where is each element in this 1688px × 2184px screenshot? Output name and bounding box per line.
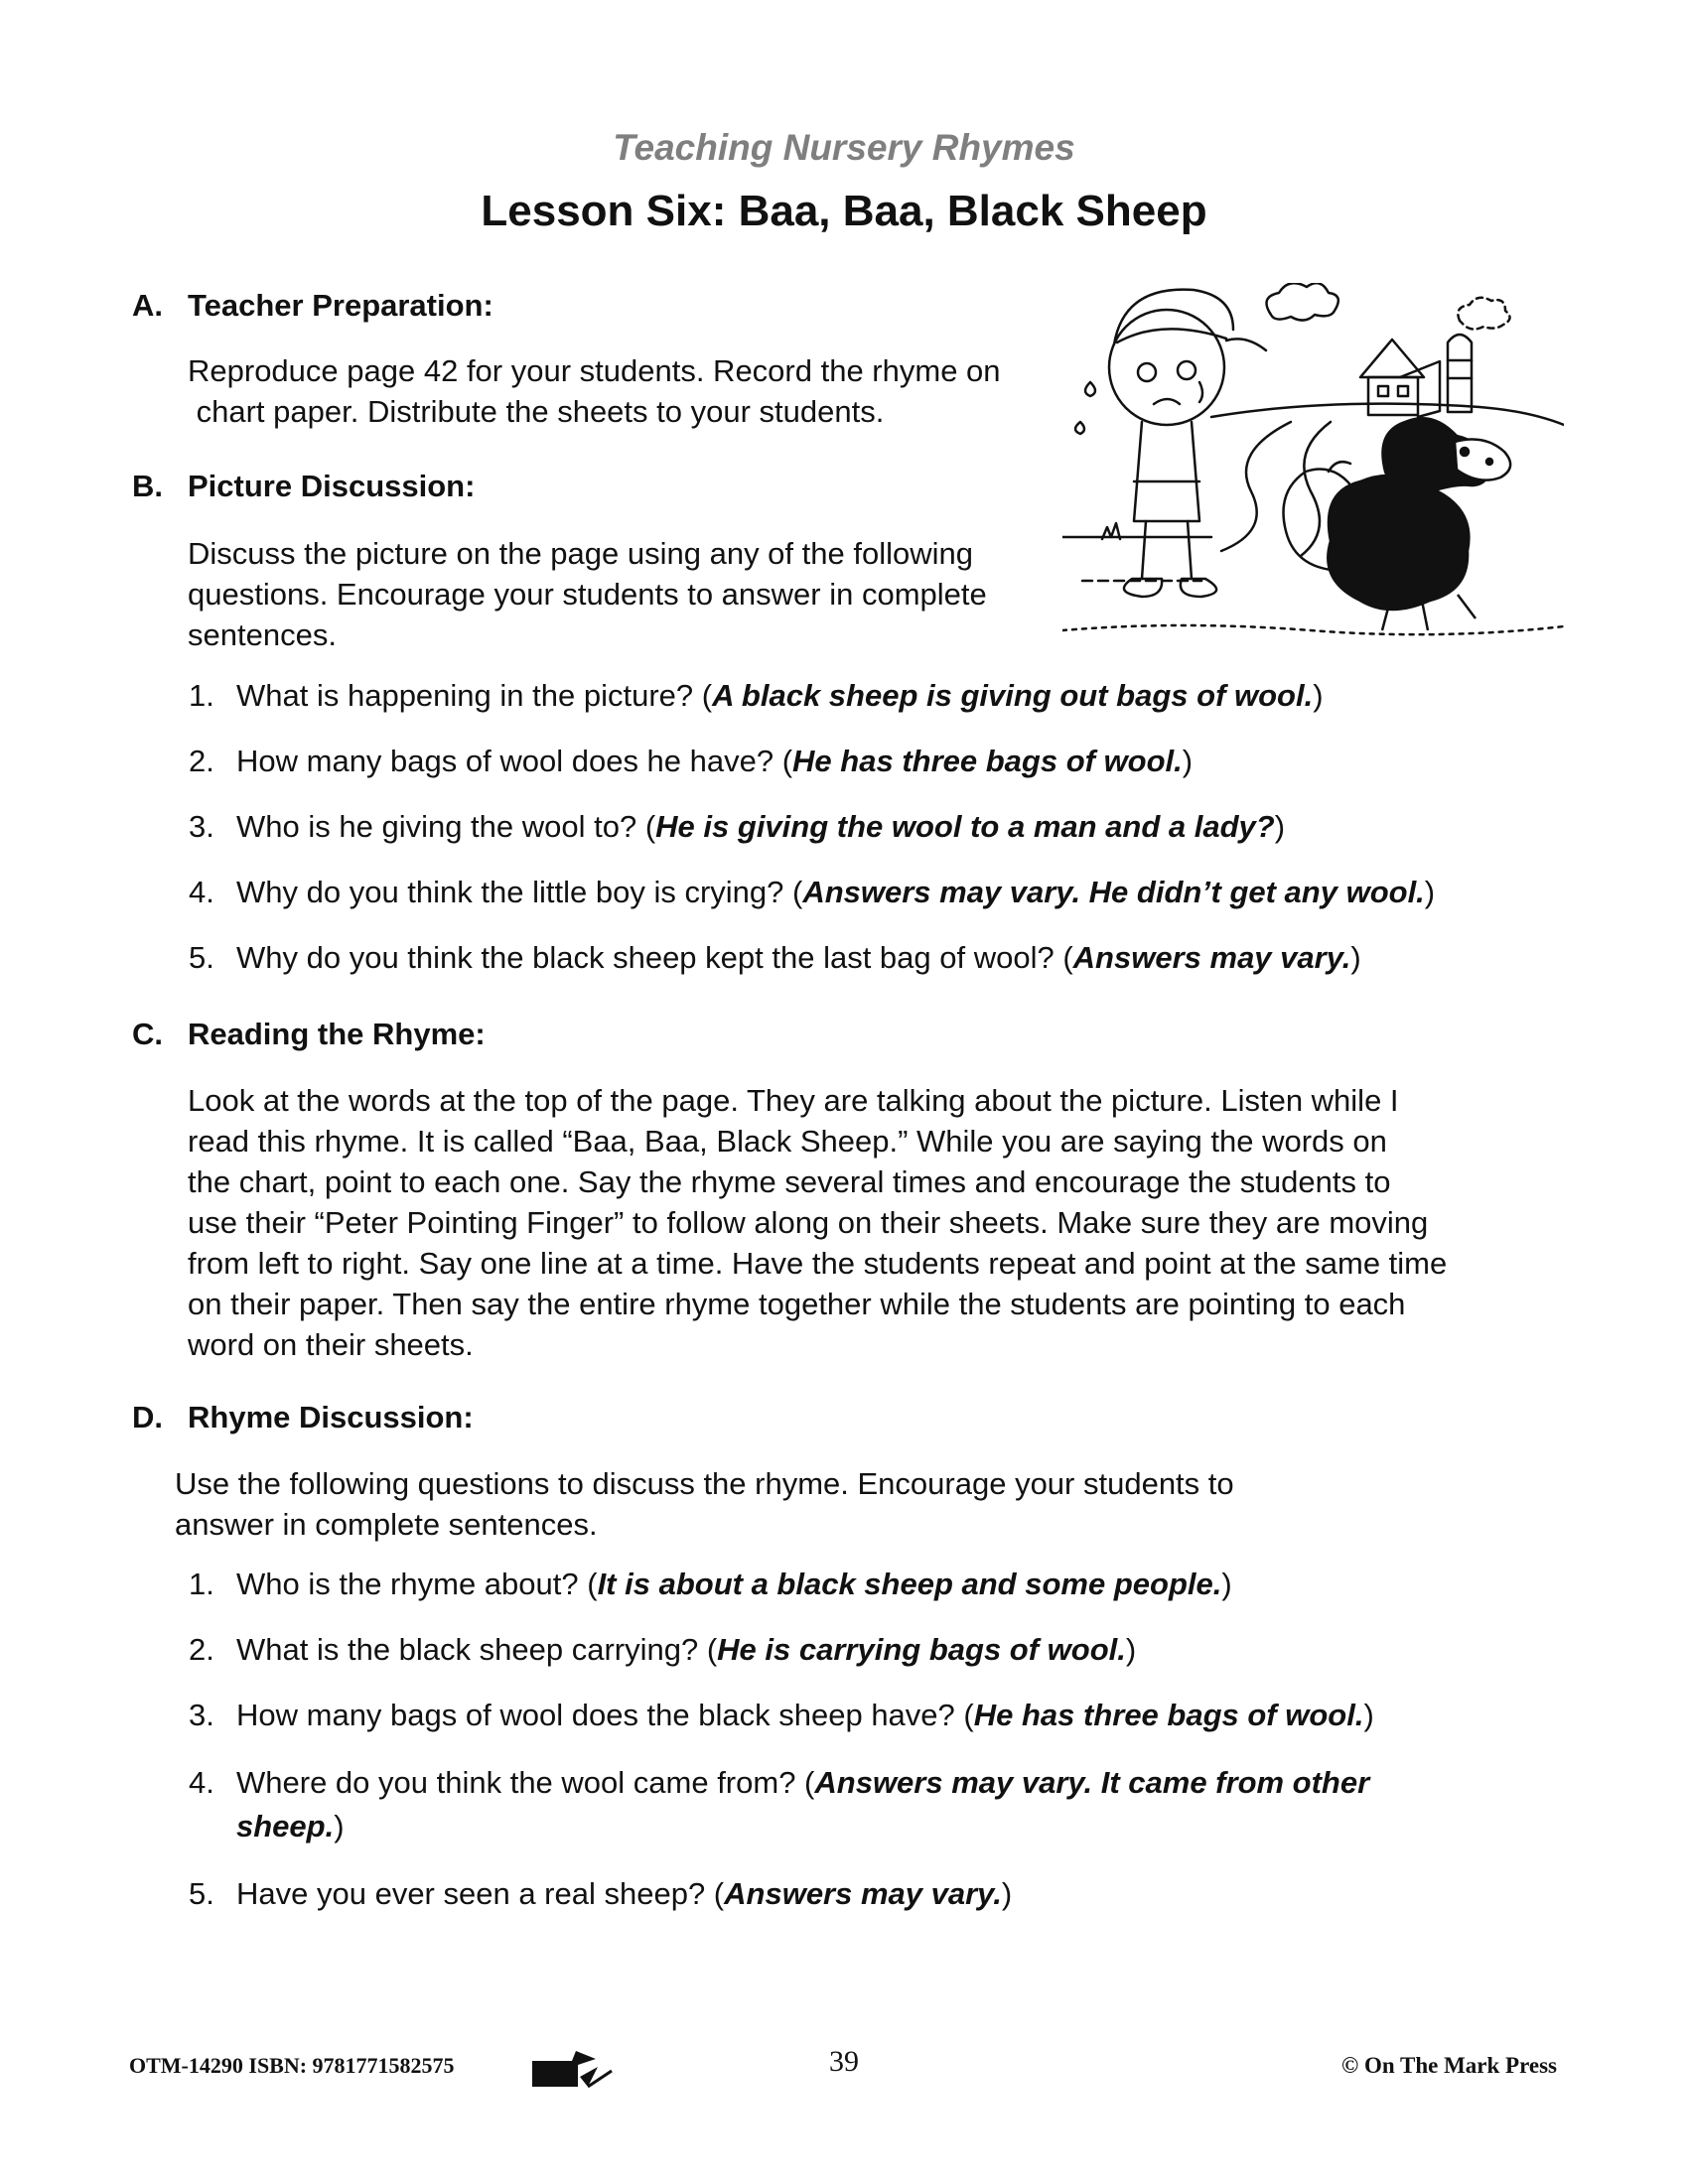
text-line: Discuss the picture on the page using any of the following [188, 536, 973, 571]
answer-text: He has three bags of wool. [792, 744, 1183, 778]
answer-text: A black sheep is giving out bags of wool. [712, 678, 1314, 713]
question-text: Who is the rhyme about? ( [236, 1567, 598, 1601]
section-a-heading [132, 288, 493, 324]
text-line: Reproduce page 42 for your students. Record the rhyme on [188, 353, 1001, 388]
section-letter: C. [132, 1017, 163, 1051]
section-b-text [188, 533, 987, 655]
question-close: ) [1424, 875, 1436, 909]
question-item [189, 1567, 1374, 1602]
footer-code: OTM-14290 ISBN: 9781771582575 [129, 2053, 455, 2078]
answer-text: He has three bags of wool. [973, 1698, 1364, 1732]
text-line: on their paper. Then say the entire rhyme together while the students are pointing to each [188, 1287, 1406, 1321]
question-number: 1. [189, 1567, 214, 1601]
answer-text: Answers may vary. [724, 1876, 1002, 1911]
answer-text: He is carrying bags of wool. [717, 1632, 1126, 1667]
question-item [189, 744, 1435, 779]
section-title: Rhyme Discussion: [188, 1400, 474, 1434]
question-number: 2. [189, 1632, 214, 1667]
answer-text: sheep. [236, 1809, 335, 1843]
question-text: How many bags of wool does the black sheep have? ( [236, 1698, 974, 1732]
question-text: Why do you think the little boy is crying? ( [236, 875, 803, 909]
section-letter: D. [132, 1400, 163, 1434]
question-item [189, 1876, 1374, 1912]
section-letter: B. [132, 469, 163, 503]
section-title: Reading the Rhyme: [188, 1017, 486, 1051]
section-a-text [188, 350, 1001, 432]
text-line: sentences. [188, 617, 337, 652]
section-c-heading [132, 1017, 486, 1052]
text-line: word on their sheets. [188, 1327, 474, 1362]
question-text: Where do you think the wool came from? ( [236, 1765, 815, 1800]
rhyme-questions [189, 1567, 1374, 1912]
question-text: How many bags of wool does he have? ( [236, 744, 793, 778]
boy-and-black-sheep-illustration [1062, 283, 1564, 660]
page-number: 39 [829, 2045, 859, 2078]
question-close: ) [1001, 1876, 1013, 1911]
question-close: ) [1182, 744, 1194, 778]
section-d-heading [132, 1400, 474, 1435]
answer-text: Answers may vary. He didn’t get any wool. [802, 875, 1425, 909]
answer-text: Answers may vary. It came from other [814, 1765, 1370, 1800]
question-text: What is happening in the picture? ( [236, 678, 713, 713]
question-close: ) [1363, 1698, 1374, 1732]
question-continuation [189, 1809, 1374, 1844]
section-c-text [188, 1080, 1447, 1365]
question-item [189, 940, 1435, 976]
question-close: ) [1125, 1632, 1137, 1667]
section-letter: A. [132, 288, 163, 323]
question-text: Who is he giving the wool to? ( [236, 809, 656, 844]
question-number: 1. [189, 678, 214, 713]
series-title: Teaching Nursery Rhymes [613, 127, 1075, 168]
section-d-text [175, 1463, 1234, 1545]
picture-questions [189, 678, 1435, 976]
text-line: from left to right. Say one line at a time. Have the students repeat and point at the same time [188, 1246, 1448, 1281]
question-close: ) [1274, 809, 1286, 844]
question-number: 2. [189, 744, 214, 778]
question-close: ) [1313, 678, 1324, 713]
question-item [189, 809, 1435, 845]
answer-text: Answers may vary. [1072, 940, 1351, 975]
question-item [189, 1632, 1374, 1668]
text-line: Use the following questions to discuss the rhyme. Encourage your students to [175, 1466, 1234, 1501]
text-line: chart paper. Distribute the sheets to your students. [188, 394, 885, 429]
answer-text: He is giving the wool to a man and a lady? [655, 809, 1275, 844]
question-item [189, 1698, 1374, 1733]
question-close: ) [334, 1809, 345, 1843]
text-line: questions. Encourage your students to answer in complete [188, 577, 987, 612]
text-line: use their “Peter Pointing Finger” to follow along on their sheets. Make sure they are moving [188, 1205, 1429, 1240]
question-close: ) [1221, 1567, 1232, 1601]
text-line: Look at the words at the top of the page. They are talking about the picture. Listen while I [188, 1083, 1399, 1118]
lesson-title: Lesson Six: Baa, Baa, Black Sheep [481, 187, 1207, 235]
question-text: What is the black sheep carrying? ( [236, 1632, 718, 1667]
question-number: 4. [189, 1765, 214, 1800]
question-number: 5. [189, 940, 214, 975]
answer-text: It is about a black sheep and some people. [597, 1567, 1222, 1601]
question-item [189, 1765, 1374, 1844]
question-number: 5. [189, 1876, 214, 1911]
question-number: 3. [189, 1698, 214, 1732]
section-title: Picture Discussion: [188, 469, 476, 503]
footer-publisher: © On The Mark Press [1341, 2053, 1557, 2078]
section-b-heading [132, 469, 475, 504]
question-text: Have you ever seen a real sheep? ( [236, 1876, 725, 1911]
text-line: read this rhyme. It is called “Baa, Baa, Black Sheep.” While you are saying the words on [188, 1124, 1387, 1159]
question-item [189, 875, 1435, 910]
question-item [189, 678, 1435, 714]
text-line: answer in complete sentences. [175, 1507, 598, 1542]
question-number: 4. [189, 875, 214, 909]
question-close: ) [1350, 940, 1361, 975]
section-title: Teacher Preparation: [188, 288, 493, 323]
question-text: Why do you think the black sheep kept the last bag of wool? ( [236, 940, 1073, 975]
text-line: the chart, point to each one. Say the rhyme several times and encourage the students to [188, 1164, 1391, 1199]
question-number: 3. [189, 809, 214, 844]
